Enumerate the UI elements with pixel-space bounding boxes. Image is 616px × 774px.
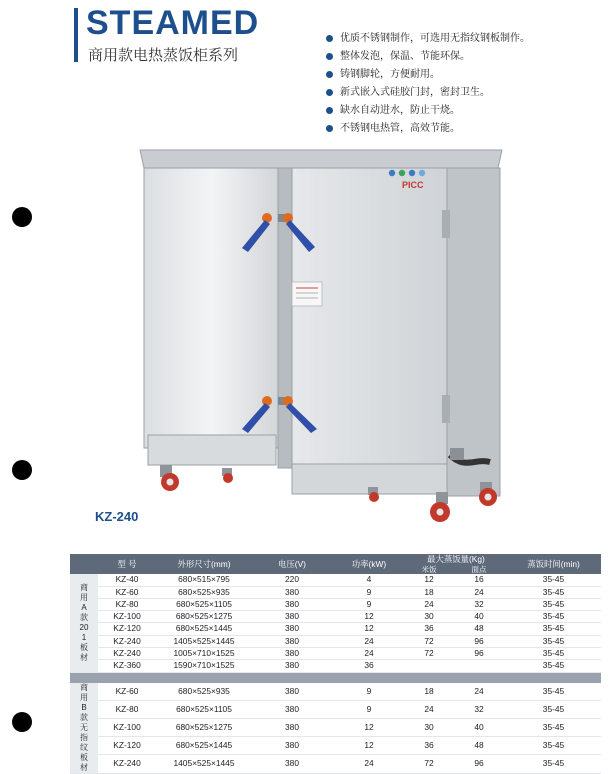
header-power: 功率(kW) [332, 554, 406, 574]
cell-time: 35-45 [506, 574, 601, 586]
cell-time: 35-45 [506, 635, 601, 647]
steam-cabinet-image [120, 140, 520, 535]
cell-power: 9 [332, 586, 406, 598]
feature-item: 新式嵌入式硅胶门封，密封卫生。 [326, 84, 530, 102]
header-size: 外形尺寸(mm) [156, 554, 252, 574]
cell-power: 12 [332, 623, 406, 635]
cell-rice: 72 [406, 755, 452, 773]
table-row [70, 660, 601, 672]
cell-size: 680×525×1275 [156, 718, 252, 736]
table-row [70, 623, 601, 635]
cell-model: KZ-80 [98, 598, 156, 610]
page-title: STEAMED [86, 4, 260, 42]
cell-size: 680×525×935 [156, 683, 252, 701]
feature-list [326, 30, 530, 138]
cell-size: 680×525×1445 [156, 737, 252, 755]
cell-time: 35-45 [506, 683, 601, 701]
margin-dot [12, 712, 32, 732]
cell-model: KZ-240 [98, 755, 156, 773]
cell-size: 680×525×1105 [156, 700, 252, 718]
table-row [70, 586, 601, 598]
cell-size: 680×525×1275 [156, 611, 252, 623]
cell-time: 35-45 [506, 586, 601, 598]
cell-voltage: 380 [252, 611, 332, 623]
cell-voltage: 380 [252, 635, 332, 647]
cell-power: 9 [332, 683, 406, 701]
page-subtitle: 商用款电热蒸饭柜系列 [88, 47, 239, 64]
model-caption: KZ-240 [95, 509, 139, 524]
table-row [70, 700, 601, 718]
table-row [70, 574, 601, 586]
cell-voltage: 380 [252, 683, 332, 701]
table-row [70, 611, 601, 623]
table-row [70, 683, 601, 701]
cell-voltage: 380 [252, 718, 332, 736]
cell-rice: 24 [406, 598, 452, 610]
group-separator [70, 672, 601, 683]
margin-dot [12, 460, 32, 480]
cell-model: KZ-100 [98, 611, 156, 623]
cell-power: 36 [332, 660, 406, 672]
cell-size: 1590×710×1525 [156, 660, 252, 672]
table-header-row [70, 554, 601, 565]
cell-time: 35-45 [506, 598, 601, 610]
cell-size: 1405×525×1445 [156, 755, 252, 773]
cell-time: 35-45 [506, 623, 601, 635]
table-row [70, 635, 601, 647]
feature-item: 不锈钢电热管，高效节能。 [326, 120, 530, 138]
cell-voltage: 380 [252, 586, 332, 598]
cell-pastry: 96 [452, 648, 506, 660]
cell-rice: 30 [406, 718, 452, 736]
cell-voltage: 380 [252, 755, 332, 773]
cell-model: KZ-360 [98, 660, 156, 672]
cell-power: 9 [332, 700, 406, 718]
cell-time: 35-45 [506, 660, 601, 672]
cell-time: 35-45 [506, 737, 601, 755]
cell-model: KZ-240 [98, 635, 156, 647]
cell-time: 35-45 [506, 648, 601, 660]
group-b-body [70, 683, 601, 774]
group-a-body [70, 574, 601, 672]
cell-model: KZ-100 [98, 718, 156, 736]
cell-pastry: 96 [452, 755, 506, 773]
cell-power: 12 [332, 718, 406, 736]
cell-voltage: 220 [252, 574, 332, 586]
cell-rice: 72 [406, 648, 452, 660]
cell-time: 35-45 [506, 718, 601, 736]
cell-power: 24 [332, 755, 406, 773]
cell-rice: 18 [406, 586, 452, 598]
cell-pastry: 24 [452, 586, 506, 598]
cell-model: KZ-40 [98, 574, 156, 586]
cell-model: KZ-240 [98, 648, 156, 660]
cell-rice [406, 660, 452, 672]
bullet-icon [326, 71, 333, 78]
cell-voltage: 380 [252, 648, 332, 660]
margin-dot [12, 207, 32, 227]
cell-power: 12 [332, 611, 406, 623]
cell-size: 680×525×1105 [156, 598, 252, 610]
cell-pastry: 32 [452, 598, 506, 610]
cell-pastry: 48 [452, 623, 506, 635]
cell-rice: 36 [406, 623, 452, 635]
group-label: 商用B款无指纹板材 [70, 683, 98, 774]
cell-pastry: 40 [452, 718, 506, 736]
bullet-icon [326, 89, 333, 96]
table-row [70, 648, 601, 660]
cell-power: 4 [332, 574, 406, 586]
table-row [70, 598, 601, 610]
table-row [70, 755, 601, 773]
cell-power: 9 [332, 598, 406, 610]
cell-power: 24 [332, 648, 406, 660]
cell-pastry: 32 [452, 700, 506, 718]
svg-text:PICC: PICC [402, 180, 424, 190]
header-pastry: 面点 [452, 565, 506, 574]
cell-model: KZ-60 [98, 586, 156, 598]
header-voltage: 电压(V) [252, 554, 332, 574]
title-accent-bar [74, 8, 78, 62]
cell-rice: 24 [406, 700, 452, 718]
cell-size: 680×515×795 [156, 574, 252, 586]
header-max-capacity: 最大蒸饭量(Kg) [406, 554, 506, 565]
table-row [70, 718, 601, 736]
cell-time: 35-45 [506, 755, 601, 773]
header-model: 型 号 [98, 554, 156, 574]
cell-size: 680×525×1445 [156, 623, 252, 635]
bullet-icon [326, 107, 333, 114]
feature-item: 缺水自动进水，防止干烧。 [326, 102, 530, 120]
cell-model: KZ-60 [98, 683, 156, 701]
cell-rice: 18 [406, 683, 452, 701]
bullet-icon [326, 125, 333, 132]
cell-voltage: 380 [252, 623, 332, 635]
cell-voltage: 380 [252, 660, 332, 672]
cell-power: 24 [332, 635, 406, 647]
cell-pastry: 16 [452, 574, 506, 586]
header-rice: 米饭 [406, 565, 452, 574]
cell-pastry: 40 [452, 611, 506, 623]
cell-power: 12 [332, 737, 406, 755]
table-row [70, 737, 601, 755]
bullet-icon [326, 53, 333, 60]
cell-rice: 72 [406, 635, 452, 647]
cell-model: KZ-120 [98, 623, 156, 635]
cell-voltage: 380 [252, 700, 332, 718]
cell-pastry: 48 [452, 737, 506, 755]
header-time: 蒸饭时间(min) [506, 554, 601, 574]
cell-size: 1005×710×1525 [156, 648, 252, 660]
cell-time: 35-45 [506, 700, 601, 718]
cell-voltage: 380 [252, 737, 332, 755]
group-label: 商用A款 201板材 [70, 574, 98, 672]
cell-pastry: 24 [452, 683, 506, 701]
cell-time: 35-45 [506, 611, 601, 623]
feature-item: 优质不锈钢制作，可选用无指纹钢板制作。 [326, 30, 530, 48]
cell-size: 1405×525×1445 [156, 635, 252, 647]
bullet-icon [326, 35, 333, 42]
cell-pastry [452, 660, 506, 672]
cell-rice: 12 [406, 574, 452, 586]
cell-model: KZ-120 [98, 737, 156, 755]
feature-item: 铸钢脚轮，方便耐用。 [326, 66, 530, 84]
feature-item: 整体发泡，保温、节能环保。 [326, 48, 530, 66]
cell-size: 680×525×935 [156, 586, 252, 598]
cell-voltage: 380 [252, 598, 332, 610]
cell-rice: 30 [406, 611, 452, 623]
cell-pastry: 96 [452, 635, 506, 647]
cell-model: KZ-80 [98, 700, 156, 718]
cell-rice: 36 [406, 737, 452, 755]
